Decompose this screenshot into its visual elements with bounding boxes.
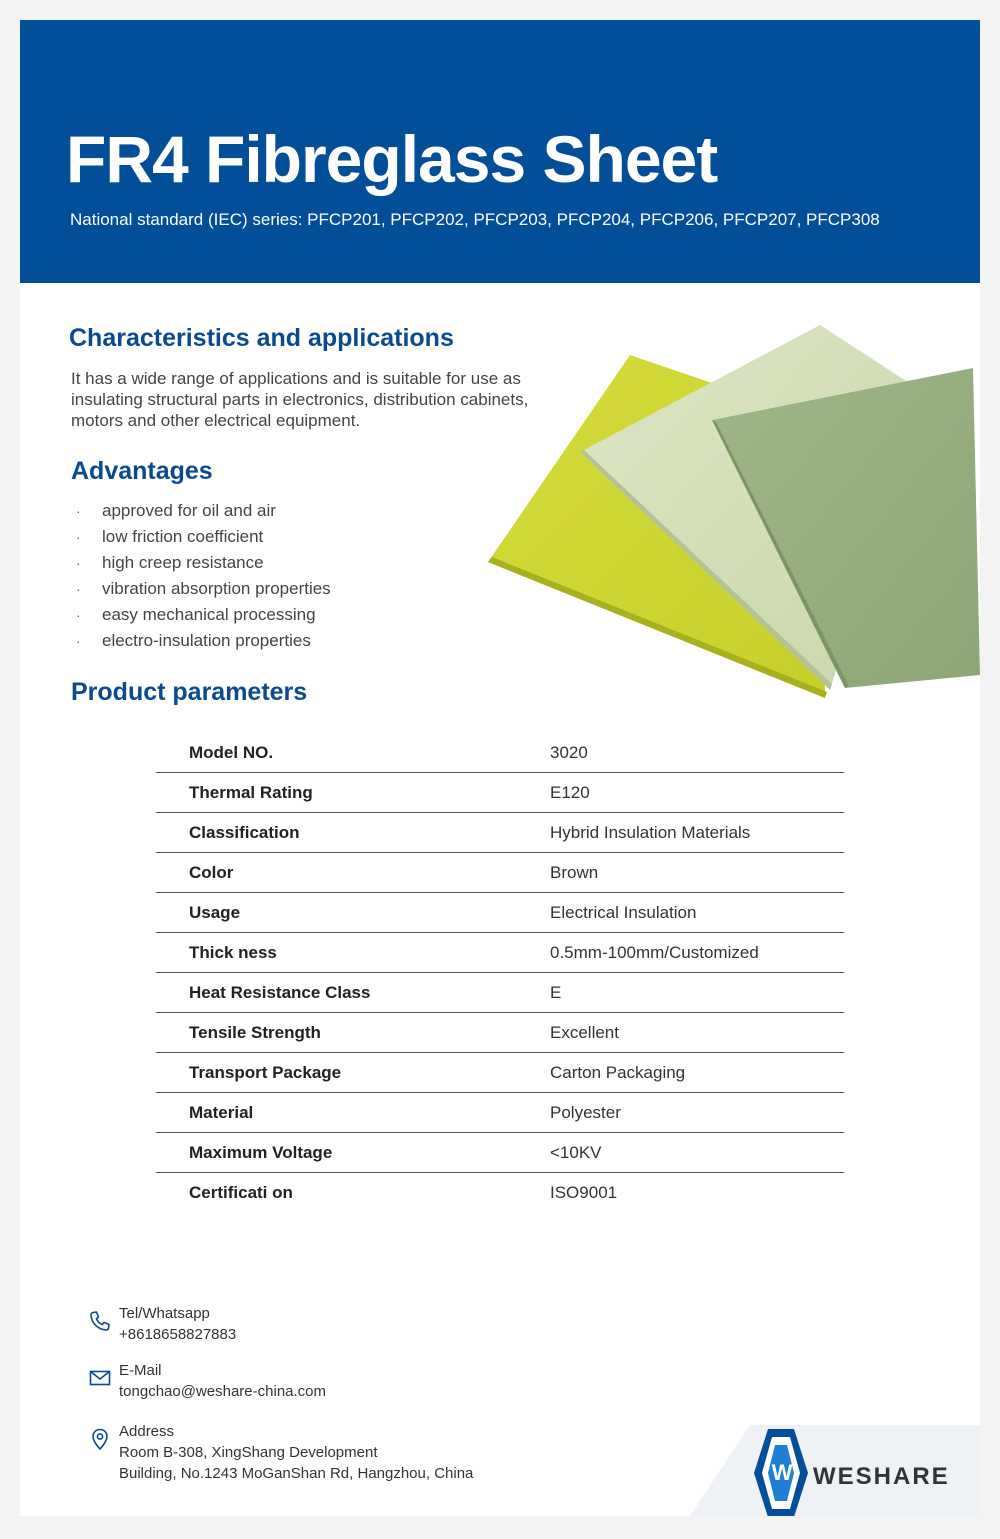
logo-text: WESHARE: [813, 1463, 950, 1490]
characteristics-heading: Characteristics and applications: [69, 324, 454, 352]
page-subtitle: National standard (IEC) series: PFCP201, PFCP202, PFCP203, PFCP204, PFCP206, PFCP207, PFCP308: [70, 210, 880, 229]
fibreglass-sheets-image: [480, 300, 980, 700]
list-item: · electro-insulation properties: [76, 631, 311, 650]
tel-value[interactable]: +8618658827883: [119, 1326, 237, 1343]
address-line-1: Room B-308, XingShang Development: [119, 1444, 378, 1461]
table-row: Tensile Strength Excellent: [156, 1013, 844, 1053]
table-row: Color Brown: [156, 853, 844, 893]
tel-label: Tel/Whatsapp: [119, 1305, 210, 1322]
logo-mark: W: [771, 1460, 793, 1485]
table-row: Thick ness 0.5mm-100mm/Customized: [156, 933, 844, 973]
address-line-2: Building, No.1243 MoGanShan Rd, Hangzhou, China: [119, 1465, 474, 1482]
page-title: FR4 Fibreglass Sheet: [66, 122, 718, 196]
mail-label: E-Mail: [119, 1362, 162, 1379]
product-card: [20, 20, 980, 1516]
list-item: · easy mechanical processing: [76, 605, 316, 624]
mail-icon: [88, 1366, 112, 1390]
parameters-heading: Product parameters: [71, 678, 308, 706]
table-row: Material Polyester: [156, 1093, 844, 1133]
table-row: Thermal Rating E120: [156, 773, 844, 813]
table-row: Heat Resistance Class E: [156, 973, 844, 1013]
table-row: Classification Hybrid Insulation Materials: [156, 813, 844, 853]
advantages-list: [70, 498, 331, 654]
advantages-heading: Advantages: [71, 457, 213, 485]
address-label: Address: [119, 1423, 175, 1440]
mail-value[interactable]: tongchao@weshare-china.com: [119, 1383, 327, 1400]
table-row: Maximum Voltage <10KV: [156, 1133, 844, 1173]
table-row: Transport Package Carton Packaging: [156, 1053, 844, 1093]
characteristics-text: It has a wide range of applications and is suitable for use as insulating structural parts in electronics, distribution cabinets, motors and other electrical equipment.: [71, 369, 529, 430]
parameters-table: [156, 733, 844, 1212]
table-row: Usage Electrical Insulation: [156, 893, 844, 933]
table-row: Certificati on ISO9001: [189, 1182, 618, 1202]
table-row: Model NO. 3020: [156, 733, 844, 773]
list-item: · high creep resistance: [76, 553, 264, 572]
location-pin-icon: [88, 1427, 112, 1451]
list-item: · vibration absorption properties: [76, 579, 331, 598]
header-banner: [20, 20, 980, 283]
list-item: · approved for oil and air: [76, 501, 276, 520]
list-item: · low friction coefficient: [76, 527, 264, 546]
phone-icon: [88, 1309, 112, 1333]
brand-logo: [690, 1425, 980, 1516]
